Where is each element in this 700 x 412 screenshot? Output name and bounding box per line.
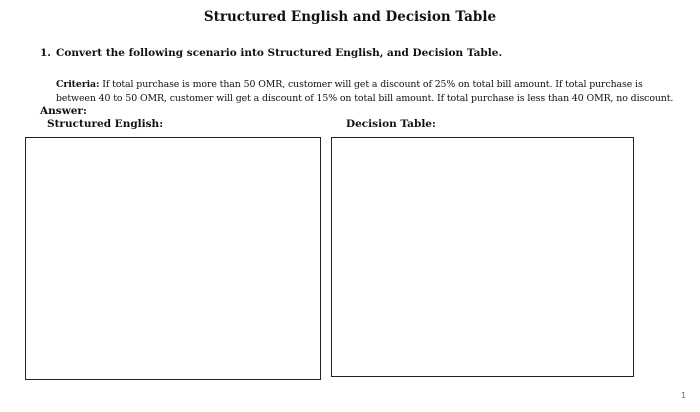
- question-text: Convert the following scenario into Structured English, and Decision Table.: [56, 47, 503, 59]
- decision-table-label: Decision Table:: [346, 118, 436, 130]
- question-number: 1.: [40, 47, 51, 59]
- answer-label: Answer:: [40, 105, 87, 117]
- criteria-label: Criteria:: [56, 79, 100, 90]
- structured-english-label: Structured English:: [47, 118, 164, 130]
- decision-table-answer-box[interactable]: [331, 137, 634, 377]
- question: [40, 47, 502, 59]
- criteria-text: If total purchase is more than 50 OMR, customer will get a discount of 25% on total bill amount. If total purchase is between 40 to 50 OMR, customer will get a discount of 15% on total bill amount. If total purchase is less than 40 OMR, no discount.: [56, 79, 674, 104]
- criteria-paragraph: [56, 78, 676, 105]
- document-title: Structured English and Decision Table: [203, 9, 497, 25]
- structured-english-answer-box[interactable]: [25, 137, 321, 380]
- page-number: 1: [681, 391, 687, 400]
